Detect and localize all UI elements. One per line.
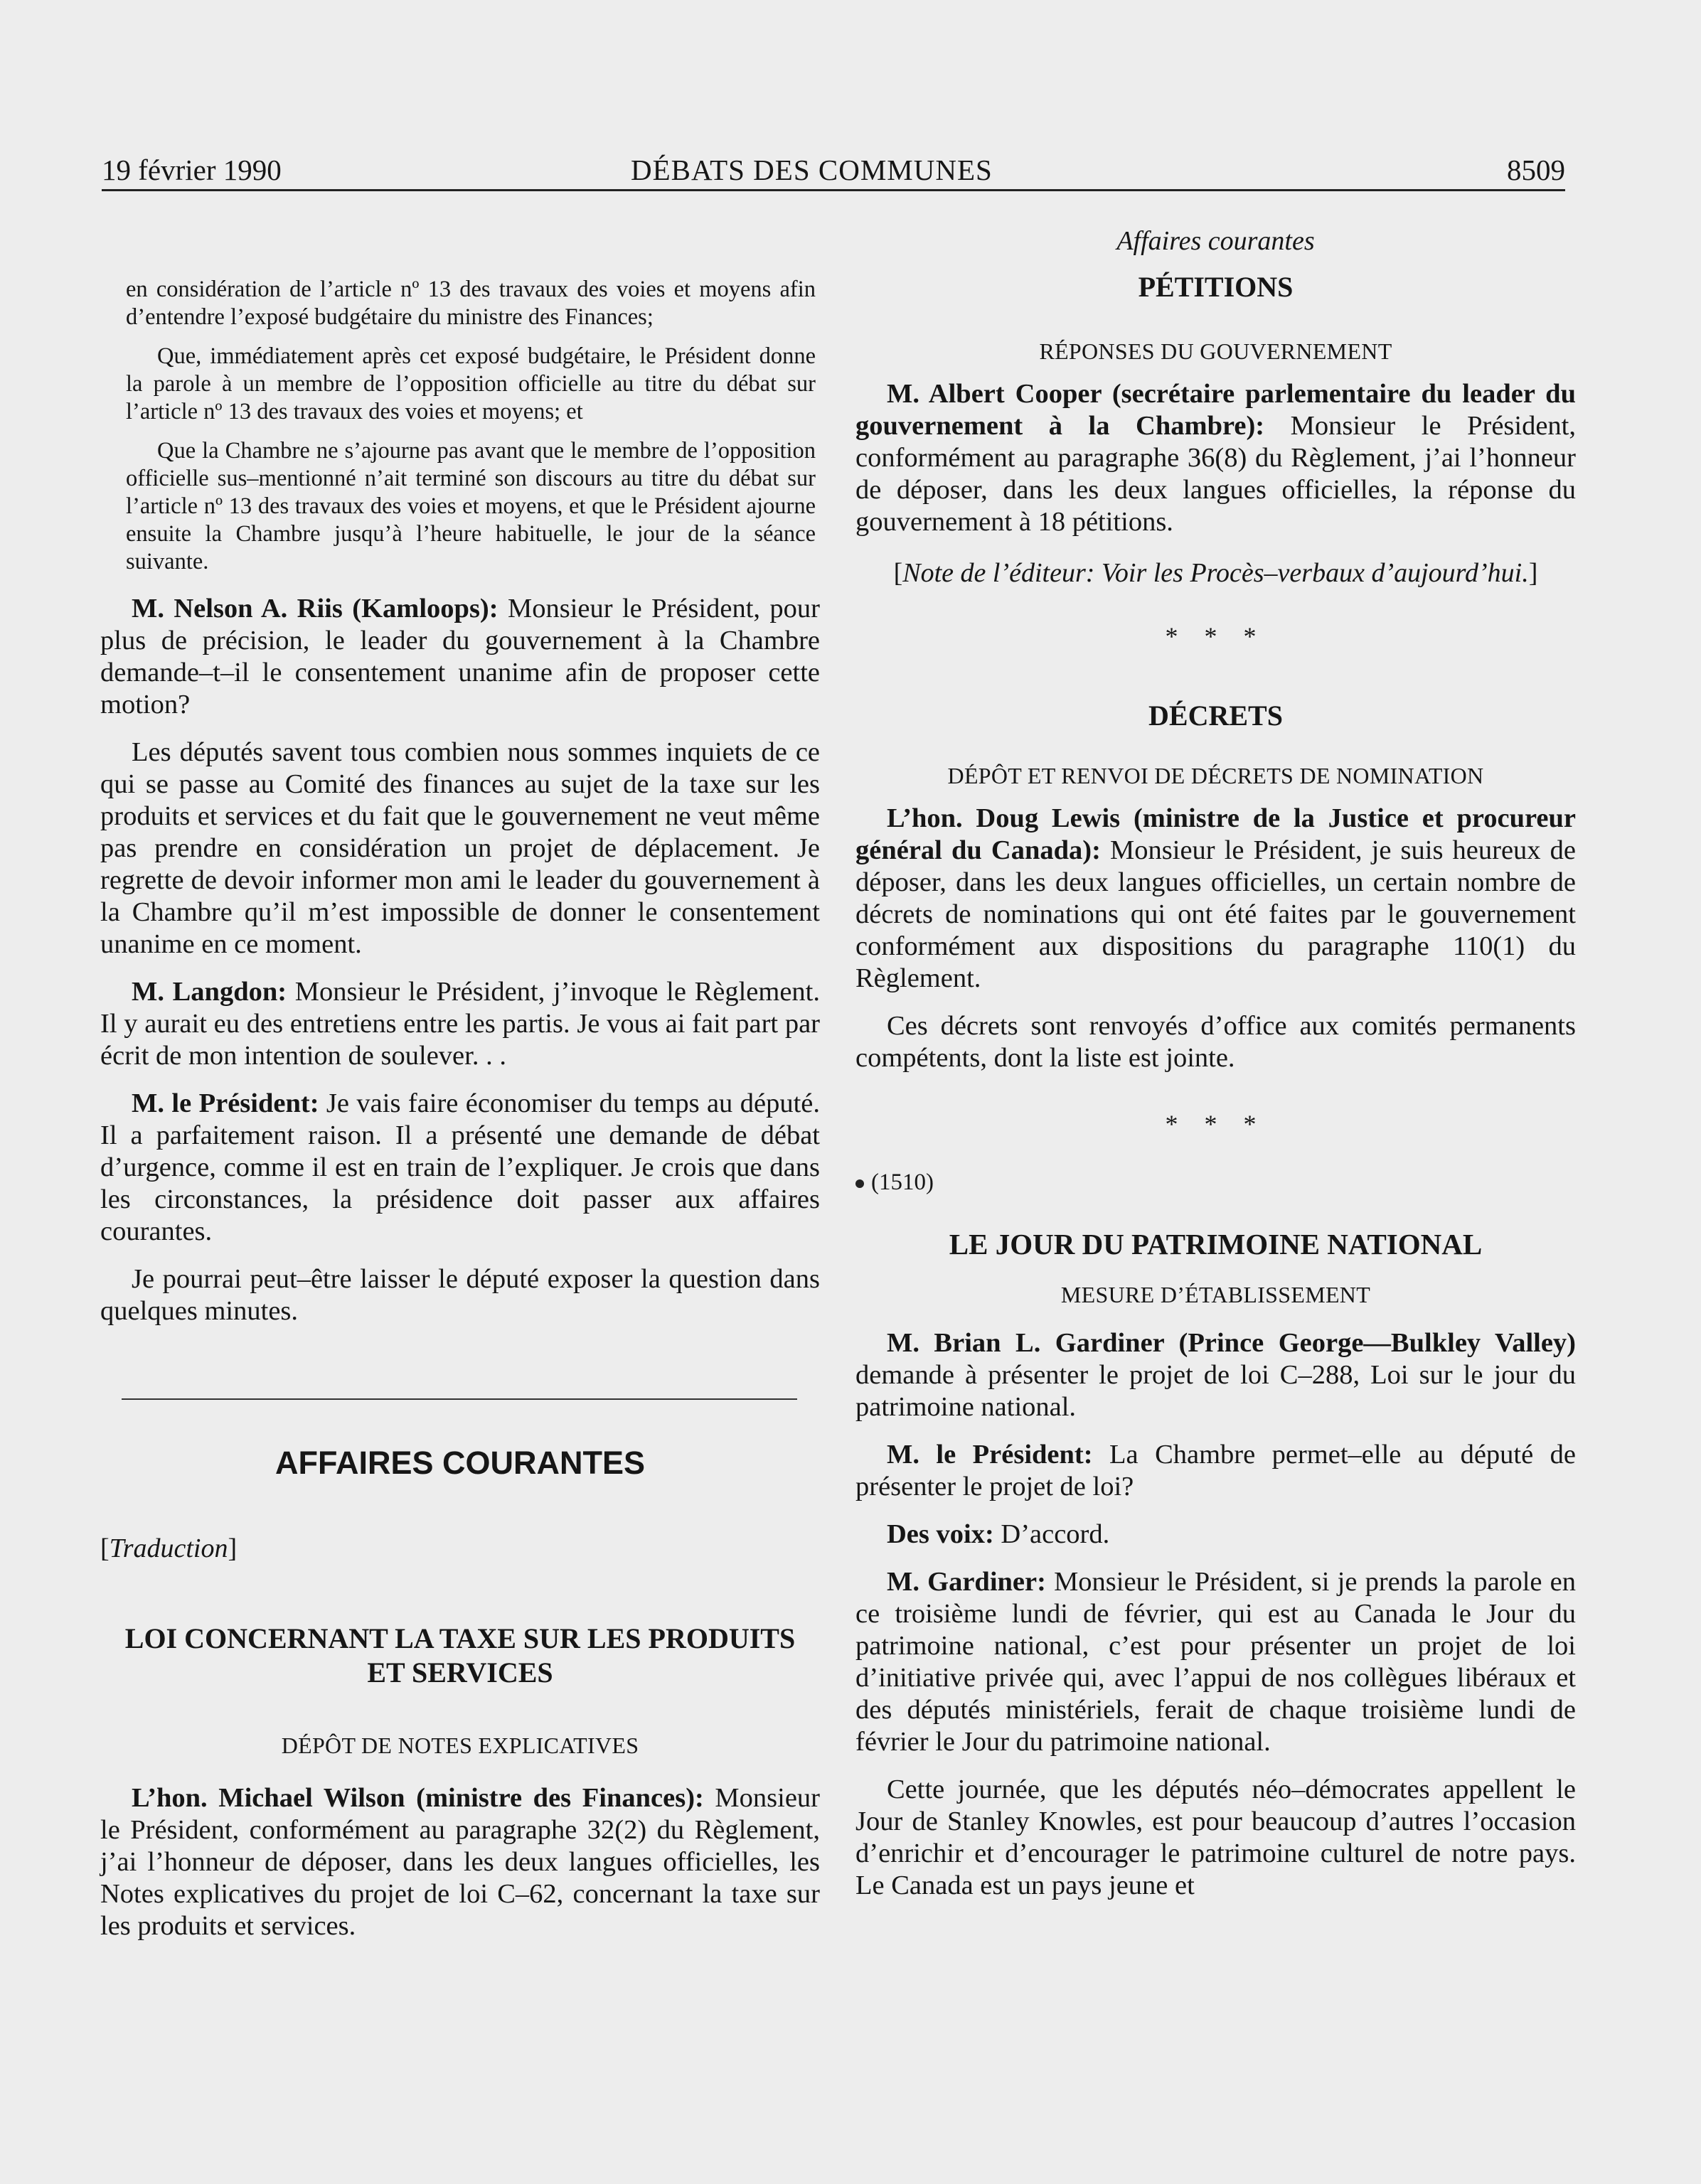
speaker-name: L’hon. Doug Lewis (ministre de la Justice et procureur général du Canada): <box>855 803 1576 865</box>
speech-text: Monsieur le Président, j’invoque le Règlement. Il y aurait eu des entretiens entre les partis. Je vous ai fait part par écrit de mon intention de soulever. . . <box>100 977 821 1071</box>
right-column <box>855 225 1576 1902</box>
gardiner-speech <box>855 1566 1576 1758</box>
section-divider <box>122 1398 797 1400</box>
speaker-name: M. Langdon: <box>132 977 287 1007</box>
speaker-name: M. Brian L. Gardiner (Prince George—Bulkley Valley) <box>887 1328 1576 1358</box>
speech-text: Monsieur le Président, je suis heureux de déposer, dans les deux langues officielles, un certain nombre de décrets de nominations qui ont été faites par le gouvernement conformément aux dispositions du paragraphe 110(1) du Règlement. <box>855 835 1576 993</box>
page-header <box>102 146 1565 191</box>
left-column <box>100 225 820 1942</box>
riis-intervention <box>100 593 820 721</box>
section-title: AFFAIRES COURANTES <box>274 1445 646 1481</box>
lewis-intervention-2: Ces décrets sont renvoyés d’office aux comités permanents compétents, dont la liste est jointe. <box>855 1011 1576 1073</box>
bill-title: LOI CONCERNANT LA TAXE SUR LES PRODUITS ET SERVICES <box>124 1622 796 1688</box>
cooper-intervention <box>855 378 1576 538</box>
bullet-icon <box>855 1179 864 1188</box>
decrets-subtitle: DÉPÔT ET RENVOI DE DÉCRETS DE NOMINATION <box>947 763 1484 788</box>
speech-text: Je vais faire économiser du temps au député. Il a parfaitement raison. Il a présenté une demande de débat d’urgence, comme il est en train de l’expliquer. Je crois que dans les circonstances, la présidence doit passer aux affaires courantes. <box>100 1088 820 1246</box>
rubric-header: Affaires courantes <box>1116 226 1315 256</box>
speech-text: demande à présenter le projet de loi C–288, Loi sur le jour du patrimoine national. <box>855 1360 1576 1422</box>
voices-response <box>855 1519 1576 1551</box>
patrimoine-subtitle: MESURE D’ÉTABLISSEMENT <box>1060 1282 1371 1307</box>
speech-text: Monsieur le Président, conformément au paragraphe 32(2) du Règlement, j’ai l’honneur de déposer, dans les deux langues officielles, les Notes explicatives du projet de loi C–62, concernant la taxe sur les produits et services. <box>100 1783 820 1941</box>
motion-paragraph-2: Que, immédiatement après cet exposé budgétaire, le Président donne la parole à un membre de l’opposition officielle au titre du débat sur l’article nº 13 des travaux des voies et moyens; et <box>126 343 816 424</box>
lewis-intervention <box>855 803 1576 995</box>
editor-note: [Note de l’éditeur: Voir les Procès–verbaux d’aujourd’hui.] <box>893 558 1538 588</box>
section-stars: * * * <box>1165 622 1267 651</box>
speaker-name: L’hon. Michael Wilson (ministre des Finances): <box>132 1783 704 1813</box>
header-date: 19 février 1990 <box>102 154 282 186</box>
speaker-name: M. le Président: <box>887 1440 1093 1470</box>
time-marker: (1510) <box>855 1168 1576 1197</box>
speaker-name: M. Albert Cooper (secrétaire parlementaire du leader du gouvernement à la Chambre): <box>855 379 1576 441</box>
motion-continuation: en considération de l’article nº 13 des travaux des voies et moyens afin d’entendre l’exposé budgétaire du ministre des Finances; <box>126 277 816 330</box>
header-page-number: 8509 <box>1507 154 1565 186</box>
petitions-title: PÉTITIONS <box>1138 271 1294 303</box>
motion-paragraph-3: Que la Chambre ne s’ajourne pas avant que le membre de l’opposition officielle sus–mentionné n’ait terminé son discours au titre du débat sur l’article nº 13 des travaux des voies et moyens, et que le Président ajourne ensuite la Chambre jusqu’à l’heure habituelle, le jour de la séance suivante. <box>126 438 816 574</box>
translation-note: [Traduction] <box>100 1533 238 1563</box>
section-stars-2: * * * <box>1165 1110 1267 1138</box>
speaker-name: M. Gardiner: <box>887 1567 1046 1597</box>
speech-text: D’accord. <box>993 1519 1110 1549</box>
speech-text: La Chambre permet–elle au député de présenter le projet de loi? <box>855 1440 1576 1502</box>
header-title: DÉBATS DES COMMUNES <box>631 154 993 186</box>
gardiner-intervention <box>855 1327 1576 1423</box>
patrimoine-title: LE JOUR DU PATRIMOINE NATIONAL <box>949 1228 1483 1260</box>
bill-subtitle: DÉPÔT DE NOTES EXPLICATIVES <box>281 1733 639 1758</box>
speech-text: Monsieur le Président, conformément au paragraphe 36(8) du Règlement, j’ai l’honneur de déposer, dans les deux langues officielles, la réponse du gouvernement à 18 pétitions. <box>855 411 1577 537</box>
speech-text: Monsieur le Président, pour plus de précision, le leader du gouvernement à la Chambre demande–t–il le consentement unanime afin de proposer cette motion? <box>100 594 820 719</box>
speaker-name: Des voix: <box>887 1519 994 1549</box>
decrets-title: DÉCRETS <box>1148 700 1283 732</box>
speech-text: Monsieur le Président, si je prends la parole en ce troisième lundi de février, qui est au Canada le Jour du patrimoine national, c’est pour présenter un projet de loi d’initiative privée qui, avec l’appui de nos collègues libéraux et des députés ministériels, ferait de chaque troisième lundi de février le Jour du patrimoine national. <box>855 1567 1577 1757</box>
gardiner-speech-2: Cette journée, que les députés néo–démocrates appellent le Jour de Stanley Knowles, est pour beaucoup d’autres l’occasion d’enrichir et d’encourager le patrimoine culturel de notre pays. Le Canada est un pays jeune et <box>855 1774 1576 1900</box>
wilson-intervention <box>100 1782 820 1942</box>
president-question <box>855 1439 1576 1503</box>
speaker-name: M. Nelson A. Riis (Kamloops): <box>132 594 498 623</box>
speaker-name: M. le Président: <box>132 1088 319 1118</box>
riis-intervention-2: Les députés savent tous combien nous sommes inquiets de ce qui se passe au Comité des finances au sujet de la taxe sur les produits et services et du fait que le gouvernement ne veut même pas prendre en considération un projet de déplacement. Je regrette de devoir informer mon ami le leader du gouvernement à la Chambre qu’il m’est impossible de donner le consentement unanime en ce moment. <box>100 737 820 959</box>
petitions-subtitle: RÉPONSES DU GOUVERNEMENT <box>1039 338 1392 364</box>
langdon-intervention <box>100 976 820 1072</box>
president-intervention-2: Je pourrai peut–être laisser le député exposer la question dans quelques minutes. <box>100 1264 820 1326</box>
president-intervention <box>100 1088 820 1248</box>
